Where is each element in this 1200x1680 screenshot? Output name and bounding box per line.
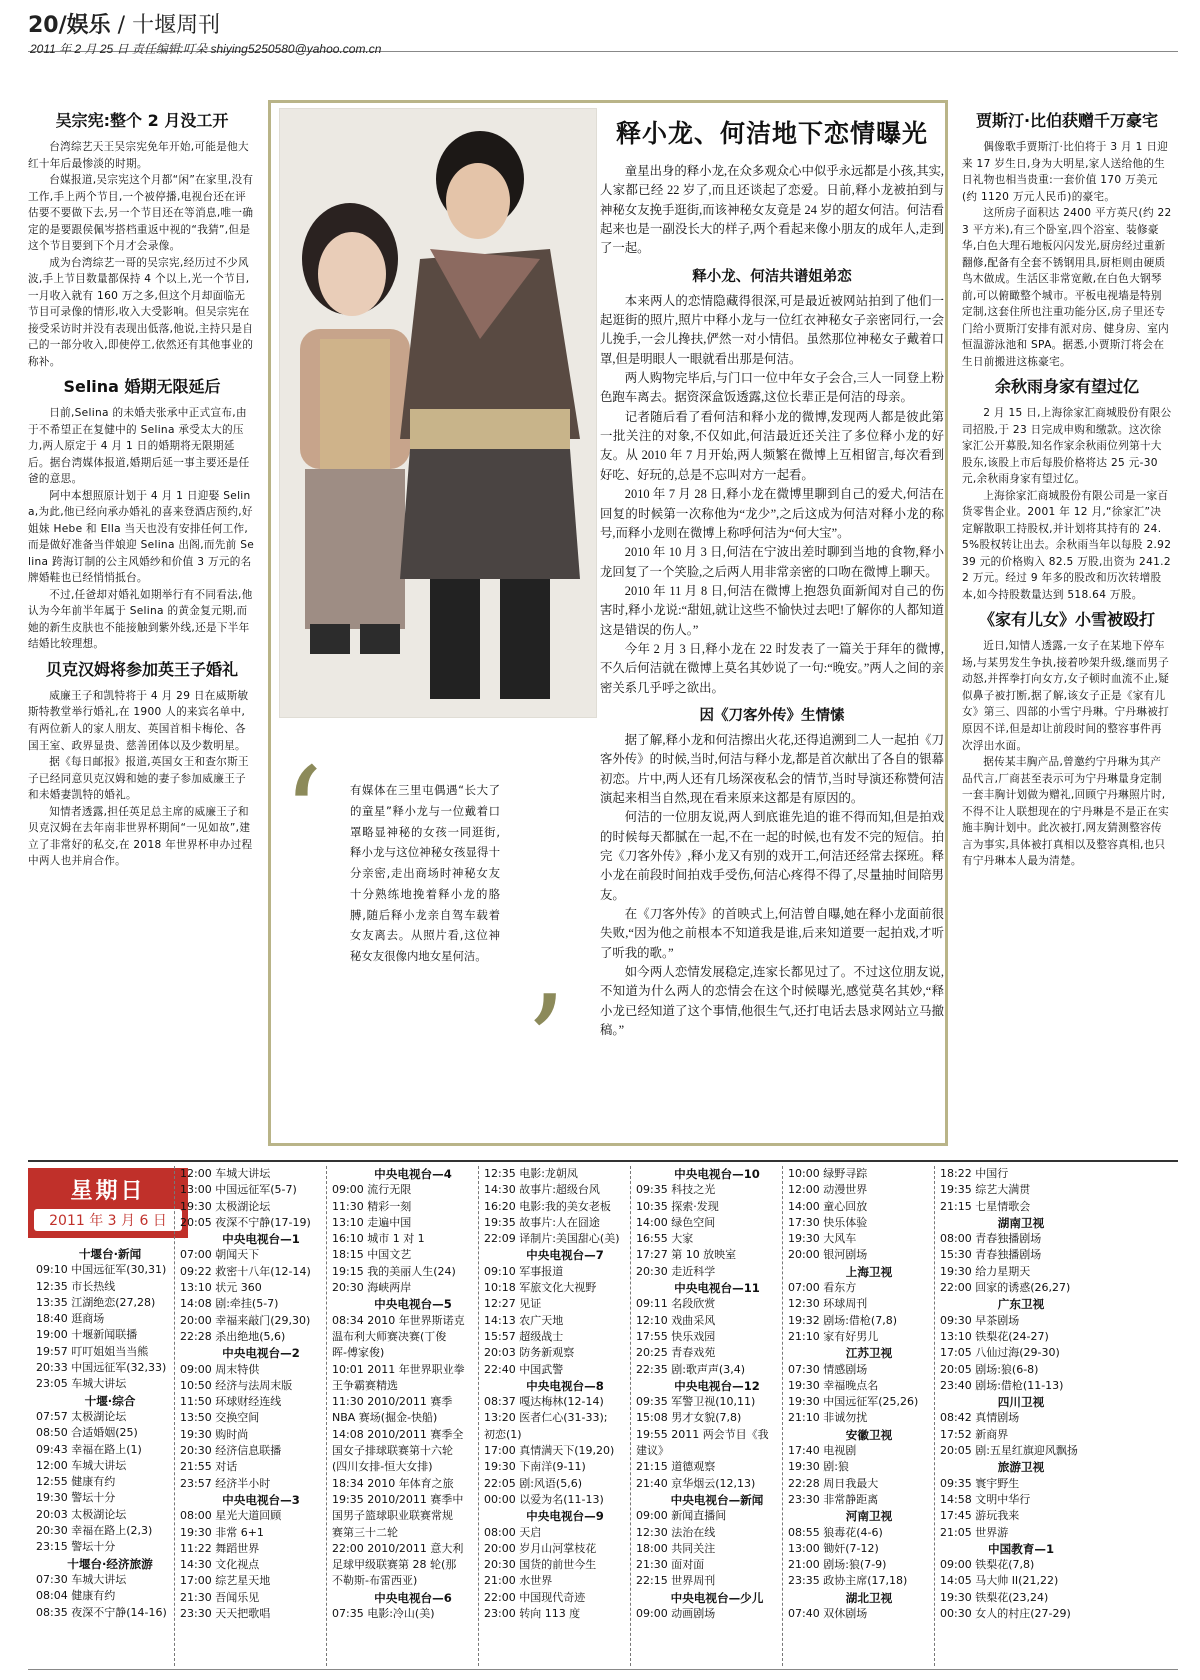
program-entry: 09:43 幸福在路上(1): [36, 1442, 142, 1456]
channel-name: 中央电视台—7: [526, 1248, 604, 1263]
program-entry: 14:05 马大帅 II(21,22): [940, 1574, 1059, 1588]
program-entry: 18:40 逛商场: [36, 1312, 105, 1326]
program-entry: 14:08 2010/2011 赛季全: [332, 1427, 464, 1441]
program-entry: 22:00 回家的诱惑(26,27): [940, 1281, 1071, 1295]
program-entry: 22:35 剧:歌声声(3,4): [636, 1362, 745, 1376]
program-entry: 22:09 译制片:美国甜心(美): [484, 1232, 620, 1246]
program-entry: 09:11 名段欣赏: [636, 1297, 716, 1311]
program-entry: 12:35 市长热线: [36, 1279, 116, 1293]
program-entry: 08:42 真情剧场: [940, 1411, 1020, 1425]
feature-lead: 童星出身的释小龙,在众多观众心中似乎永远都是小孩,其实,人家都已经 22 岁了,而且还谈起了恋爱。日前,释小龙被拍到与神秘女友挽手逛街,而该神秘女友竟是 24 岁的超女何洁。何洁看起来也是一副没长大的样子,两个看起来像小朋友的成年人,走到了一起。: [600, 164, 944, 256]
program-entry: 19:30 下南洋(9-11): [484, 1460, 586, 1474]
article-paragraph: 据传某丰胸产品,曾邀约宁丹琳为其产品代言,厂商甚至表示可为宁丹琳量身定制一套丰胸计划做为赠礼,回顾宁丹琳照片时,不得不让人联想现在的宁丹琳是不是正在实施丰胸计划中。此次被打,网友猜测整容传言为事实,具体被打真相以及整容真相,也只有宁丹琳本人最为清楚。: [962, 756, 1169, 868]
program-entry: 23:40 剧场:借枪(11-13): [940, 1378, 1064, 1392]
article-paragraph: 上海徐家汇商城股份有限公司是一家百货零售企业。2001 年 12 月,“徐家汇”决定解散职工持股权,并计划将其持有的 24.5%股权转让出去。余秋雨当年以每股 2.9239 元的价格购入 82.5 万股,出资为 241.22 万元。经过 9 年多的股改和历次转增股本,如今持股数量达到 518.64 万股。: [962, 489, 1172, 601]
program-entry: 21:00 剧场:狼(7-9): [788, 1558, 887, 1572]
program-entry: 07:30 情感剧场: [788, 1362, 868, 1376]
program-entry: 21:15 七星情歌会: [940, 1199, 1031, 1213]
channel-name: 中央电视台—11: [674, 1281, 760, 1296]
program-entry: 23:35 政协主席(17,18): [788, 1574, 908, 1588]
channel-name: 中央电视台—3: [222, 1492, 300, 1507]
weekday-label: 星期日: [70, 1179, 146, 1204]
program-entry: 晖-傅家俊): [332, 1346, 385, 1360]
program-entry: 19:35 综艺大满贯: [940, 1183, 1031, 1197]
program-entry: 15:08 男才女貌(7,8): [636, 1411, 742, 1425]
header-title: [28, 8, 220, 39]
program-entry: 17:05 八仙过海(29-30): [940, 1346, 1060, 1360]
article-paragraph: 据《每日邮报》报道,英国女王和查尔斯王子已经同意贝克汉姆和她的妻子参加威廉王子和未婚妻凯特的婚礼。: [28, 756, 249, 802]
program-entry: 09:35 寰宇野生: [940, 1476, 1020, 1490]
section-name: 娱乐: [66, 13, 111, 38]
program-entry: 21:05 世界游: [940, 1525, 1009, 1539]
feature-paragraph: 两人购物完毕后,与门口一位中年女子会合,三人一同登上粉色跑车离去。据资深盒饭透露,这位长辈正是何洁的母亲。: [600, 371, 944, 405]
program-entry: 21:40 京华烟云(12,13): [636, 1476, 756, 1490]
program-entry: 09:35 军警卫视(10,11): [636, 1395, 756, 1409]
channel-name: 中央电视台—1: [222, 1232, 300, 1247]
program-entry: 17:55 快乐戏园: [636, 1329, 716, 1343]
channel-name: 中央电视台—12: [674, 1378, 760, 1393]
program-entry: 足球甲级联赛第 28 轮(那: [332, 1558, 457, 1572]
feature-paragraph: 2010 年 10 月 3 日,何洁在宁波出差时聊到当地的食物,释小龙回复了一个笑脸,之后两人用非常亲密的口吻在微博上聊天。: [600, 545, 944, 579]
program-entry: 10:01 2011 年世界职业拳: [332, 1362, 465, 1376]
program-entry: 08:55 狼毒花(4-6): [788, 1525, 883, 1539]
program-entry: 20:30 海峡两岸: [332, 1281, 412, 1295]
article-title: Selina 婚期无限延后: [63, 377, 221, 397]
article-paragraph: 台湾综艺天王吴宗宪免年开始,可能是他大红十年后最惨淡的时期。: [28, 141, 249, 170]
program-entry: 12:30 法治在线: [636, 1525, 716, 1539]
column-divider: [782, 1166, 783, 1666]
program-entry: 19:30 中国远征军(25,26): [788, 1395, 919, 1409]
program-entry: 21:30 吾闻乐见: [180, 1590, 260, 1604]
program-entry: 国男子篮球职业联赛常规: [332, 1509, 453, 1523]
program-entry: 20:05 剧:五星红旗迎风飘扬: [940, 1444, 1078, 1458]
feature-paragraph: 据了解,释小龙和何洁擦出火花,还得追溯到二人一起拍《刀客外传》的时候,当时,何洁与释小龙,都是首次献出了各自的银幕初恋。片中,两人还有几场深夜私会的情节,当时导演还称赞何洁演起来相当自然,现在看来原来这都是有原因的。: [600, 732, 944, 805]
left-column: [28, 104, 256, 1150]
feature-paragraph: 2010 年 11 月 8 日,何洁在微博上抱怨负面新闻对自己的伤害时,释小龙说:“甜妞,就让这些不愉快过去吧!了解你的人都知道这是错误的伤人。”: [600, 583, 944, 637]
program-entry: 13:10 状元 360: [180, 1281, 262, 1295]
channel-name: 江苏卫视: [845, 1346, 893, 1361]
program-entry: 08:00 青春独播剧场: [940, 1232, 1042, 1246]
program-entry: 国女子排球联赛第十六轮: [332, 1444, 453, 1458]
program-entry: 23:30 天天把歌唱: [180, 1607, 271, 1621]
channel-name: 中央电视台—少儿: [670, 1590, 764, 1605]
channel-name: 旅游卫视: [997, 1460, 1045, 1475]
program-entry: 20:30 经济信息联播: [180, 1444, 282, 1458]
program-entry: 19:30 购时尚: [180, 1427, 249, 1441]
program-entry: 09:30 早茶剧场: [940, 1313, 1020, 1327]
program-entry: 20:00 银河剧场: [788, 1248, 868, 1262]
channel-name: 中央电视台—9: [526, 1509, 604, 1524]
program-entry: 20:00 幸福来敲门(29,30): [180, 1313, 311, 1327]
section-body: [600, 731, 944, 1041]
article-paragraph: 知情者透露,担任英足总主席的威廉王子和贝克汉姆在去年南非世界杯期间“一见如故”,建立了非常好的私交,在 2018 年世界杯申办过程中两人也并肩合作。: [28, 805, 253, 868]
program-entry: 10:35 探索·发现: [636, 1199, 719, 1213]
program-entry: 08:50 合适婚姻(25): [36, 1426, 138, 1440]
channel-name: 中央电视台—2: [222, 1346, 300, 1361]
program-entry: 19:32 剧场:借枪(7,8): [788, 1313, 897, 1327]
program-entry: 14:30 故事片:超级台风: [484, 1183, 600, 1197]
article-paragraph: 成为台湾综艺一哥的吴宗宪,经历过不少风波,手上节目数量都保持 4 个以上,光一个节目,一月收入就有 160 万之多,但这个月却面临无节目可录像的情形,收入大受影响。但吴宗宪在接受采访时并没有表现出低落,他说,主持只是自己的一部分收入,即使停工,依然还有其他事业的称补。: [28, 256, 254, 368]
page-header: [28, 6, 1178, 56]
feature-paragraph: 何洁的一位朋友说,两人到底谁先追的谁不得而知,但是拍戏的时候每天都腻在一起,不在一起的时候,也有发不完的短信。拍完《刀客外传》,释小龙又有别的戏开工,何洁还经常去探班。释小龙在前段时间拍戏手受伤,何洁心疼得不得了,尽量抽时间陪男友。: [600, 810, 944, 902]
byline: 2011 年 2 月 25 日 责任编辑:叮朵 shiying5250580@yahoo.com.cn: [30, 42, 382, 56]
feature-paragraph: 2010 年 7 月 28 日,释小龙在微博里聊到自己的爱犬,何洁在回复的时候第一次称他为“龙少”,之后这成为何洁对释小龙的称号,而释小龙则在微博上称呼何洁为“何大宝”。: [600, 487, 944, 540]
program-entry: 22:28 杀出绝地(5,6): [180, 1329, 286, 1343]
program-entry: 07:00 朝闻天下: [180, 1248, 260, 1262]
feature-paragraph: 如今两人恋情发展稳定,连家长都见过了。不过这位朋友说,不知道为什么两人的恋情会在这个时候曝光,感觉莫名其妙,“释小龙已经知道了这个事情,他很生气,还打电话去恳求网站立马撤稿。”: [600, 965, 944, 1038]
channel-name: 中国教育—1: [987, 1541, 1055, 1556]
tv-column: [180, 1166, 342, 1666]
channel-name: 广东卫视: [997, 1297, 1045, 1312]
program-entry: 16:20 电影:我的美女老板: [484, 1199, 611, 1213]
program-entry: 00:00 以爱为名(11-13): [484, 1492, 604, 1506]
channel-name: 湖南卫视: [997, 1215, 1045, 1230]
program-entry: 12:00 车城大讲坛: [36, 1458, 127, 1472]
program-entry: 21:15 道德观察: [636, 1460, 716, 1474]
program-entry: 20:00 岁月山河掌枝花: [484, 1541, 597, 1555]
program-entry: 19:55 2011 两会节目《我: [636, 1427, 769, 1441]
program-entry: 12:27 见证: [484, 1297, 542, 1311]
program-entry: 初恋(1): [484, 1427, 522, 1441]
program-entry: 08:34 2010 年世界斯诺克: [332, 1313, 465, 1327]
program-entry: 22:00 2010/2011 意大利: [332, 1541, 464, 1555]
paper-name: 十堰周刊: [132, 13, 221, 38]
article-title: 余秋雨身家有望过亿: [994, 377, 1139, 397]
couple-photo: [280, 109, 597, 718]
program-entry: 19:30 幸福晚点名: [788, 1378, 879, 1392]
channel-name: 十堰台·经济旅游: [67, 1556, 153, 1571]
channel-name: 中央电视台—4: [374, 1167, 452, 1181]
program-entry: 18:15 中国文艺: [332, 1248, 412, 1262]
section-heading: 因《刀客外传》生情愫: [699, 707, 845, 724]
program-entry: 21:10 家有好男儿: [788, 1329, 879, 1343]
section-heading: 释小龙、何洁共谱姐弟恋: [692, 268, 852, 285]
program-entry: 14:08 剧:牵挂(5-7): [180, 1297, 279, 1311]
channel-name: 中央电视台—新闻: [670, 1492, 764, 1507]
program-entry: 13:35 江湖绝恋(27,28): [36, 1295, 156, 1309]
program-entry: 22:05 剧:风语(5,6): [484, 1476, 582, 1490]
program-entry: 19:30 非常 6+1: [180, 1525, 264, 1539]
tv-column: [940, 1166, 1102, 1666]
program-entry: 14:13 农广天地: [484, 1313, 564, 1327]
program-entry: 12:30 环球周刊: [788, 1297, 868, 1311]
program-entry: 建议》: [636, 1444, 669, 1458]
program-entry: 09:10 军事报道: [484, 1264, 564, 1278]
channel-name: 河南卫视: [845, 1509, 893, 1524]
right-column: [962, 104, 1172, 1150]
program-entry: 19:15 我的美丽人生(24): [332, 1264, 456, 1278]
article-paragraph: 这所房子面积达 2400 平方英尺(约 223 平方米),有三个卧室,四个浴室、装修豪华,白色大理石地板闪闪发光,厨房经过重新翻修,配备有全套不锈钢用具,厨柜则由硬质鸟木做成。生活区非常宽敞,在白色大钢琴前,可以俯瞰整个城市。平板电视墙是特别定制,这套住所也注重功能分区,房子里还专门给小贾斯汀安排有派对房、健身房、室内恒温游泳池和 SPA。据悉,小贾斯汀将会在生日前搬进这栋豪宅。: [962, 207, 1172, 368]
program-entry: 07:40 双休剧场: [788, 1607, 868, 1621]
program-entry: 20:33 中国远征军(32,33): [36, 1361, 167, 1375]
program-entry: 20:30 走近科学: [636, 1264, 716, 1278]
program-entry: 08:00 天启: [484, 1525, 542, 1539]
program-entry: 14:30 文化视点: [180, 1558, 260, 1572]
program-entry: 13:10 走遍中国: [332, 1215, 412, 1229]
program-entry: 13:10 铁梨花(24-27): [940, 1329, 1049, 1343]
program-entry: 22:28 周日我最大: [788, 1476, 879, 1490]
program-entry: 19:30 警坛十分: [36, 1491, 116, 1505]
program-entry: 10:00 绿野寻踪: [788, 1167, 868, 1180]
program-entry: 19:35 2010/2011 赛季中: [332, 1492, 464, 1506]
column-divider: [630, 1166, 631, 1666]
program-entry: 09:00 动画剧场: [636, 1607, 716, 1621]
tv-column: [484, 1166, 646, 1666]
channel-name: 中央电视台—6: [374, 1590, 452, 1605]
feature-article: [600, 108, 944, 1142]
program-entry: 20:05 剧场:狼(6-8): [940, 1362, 1039, 1376]
article-paragraph: 偶像歌手贾斯汀·比伯将于 3 月 1 日迎来 17 岁生日,身为大明星,家人送给他的生日礼物也相当贵重:一套价值 170 万美元(约 1120 万元人民币)的豪宅。: [962, 141, 1169, 203]
program-entry: 10:50 经济与法周末版: [180, 1378, 293, 1392]
program-entry: 19:30 铁梨花(23,24): [940, 1590, 1049, 1604]
channel-name: 中央电视台—8: [526, 1378, 604, 1393]
program-entry: 19:30 太极湖论坛: [180, 1199, 271, 1213]
program-entry: 23:30 非常静距离: [788, 1492, 879, 1506]
article-paragraph: 台媒报道,吴宗宪这个月都“闲”在家里,没有工作,手上两个节目,一个被停播,电视台还在评估要不要做下去,另一个节目还在等消息,唯一确定的是要跟侯佩岑搭档重返中视的“我猜”,但是这个节目要到下个月才会录像。: [28, 174, 254, 253]
program-entry: 21:30 面对面: [636, 1558, 705, 1572]
column-divider: [934, 1166, 935, 1666]
article-title: 吴宗宪:整个 2 月没工开: [55, 111, 229, 130]
program-entry: 16:55 大家: [636, 1232, 694, 1246]
program-entry: 09:00 周末特供: [180, 1362, 260, 1376]
program-entry: 10:18 军旅文化大视野: [484, 1281, 597, 1295]
program-entry: 不勒斯-布雷西亚): [332, 1574, 418, 1588]
article-paragraph: 阿中本想照原计划于 4 月 1 日迎娶 Selina,为此,他已经向承办婚礼的喜来登酒店预约,好姐妹 Hebe 和 Ella 当天也没有安排任何工作,而是做好准备当伴娘迎 Selina 出阁,而先前 Selina 跨海订制的公主风婚纱和价值 3 万元的名牌婚鞋也已经悄悄抵台。: [28, 489, 255, 585]
program-entry: 16:10 城市 1 对 1: [332, 1232, 425, 1246]
program-entry: 15:57 超级战士: [484, 1329, 564, 1343]
channel-name: 安徽卫视: [845, 1427, 893, 1442]
program-entry: 22:00 中国现代奇迹: [484, 1590, 586, 1604]
program-entry: 19:35 故事片:人在囧途: [484, 1215, 600, 1229]
program-entry: 17:45 游玩我来: [940, 1509, 1020, 1523]
program-entry: 08:00 星光大道回顾: [180, 1509, 282, 1523]
program-entry: 18:34 2010 年体育之旅: [332, 1476, 454, 1490]
program-entry: 温布利大师赛决赛(丁俊: [332, 1329, 447, 1343]
program-entry: 王争霸赛精选: [332, 1378, 398, 1392]
day-badge: [28, 1168, 188, 1238]
program-entry: 17:30 快乐体验: [788, 1215, 868, 1229]
tv-column: [636, 1166, 798, 1666]
program-entry: 13:20 医者仁心(31-33);: [484, 1411, 608, 1425]
feature-title: 释小龙、何洁地下恋情曝光: [615, 119, 928, 148]
program-entry: 17:00 综艺星天地: [180, 1574, 271, 1588]
program-entry: 17:40 电视剧: [788, 1444, 857, 1458]
program-entry: 17:00 真情满天下(19,20): [484, 1444, 615, 1458]
program-entry: 23:57 经济半小时: [180, 1476, 271, 1490]
program-entry: 20:03 太极湖论坛: [36, 1507, 127, 1521]
program-entry: 18:22 中国行: [940, 1167, 1009, 1180]
program-entry: 12:35 电影:龙朝凤: [484, 1167, 578, 1180]
program-entry: 22:15 世界周刊: [636, 1574, 716, 1588]
program-entry: 20:30 国货的前世今生: [484, 1558, 597, 1572]
program-entry: 18:00 共同关注: [636, 1541, 716, 1555]
program-entry: 09:10 中国远征军(30,31): [36, 1263, 167, 1277]
article-title: 贝克汉姆将参加英王子婚礼: [45, 659, 238, 679]
date-label: 2011 年 3 月 6 日: [34, 1209, 182, 1231]
program-entry: 21:55 对话: [180, 1460, 238, 1474]
program-entry: 08:04 健康有约: [36, 1589, 116, 1603]
program-entry: 19:00 十堰新闻联播: [36, 1328, 138, 1342]
program-entry: 07:00 看东方: [788, 1281, 857, 1295]
column-divider: [174, 1166, 175, 1666]
program-entry: 23:00 转向 113 度: [484, 1607, 581, 1621]
program-entry: 12:00 车城大讲坛: [180, 1167, 271, 1180]
program-entry: 08:37 嘎达梅林(12-14): [484, 1395, 604, 1409]
program-entry: 11:30 2010/2011 赛季: [332, 1395, 453, 1409]
program-entry: 21:10 非诚勿扰: [788, 1411, 868, 1425]
program-entry: NBA 赛场(掘金-快船): [332, 1411, 438, 1425]
program-entry: 13:00 中国远征军(5-7): [180, 1183, 297, 1197]
program-entry: 14:58 文明中华行: [940, 1492, 1031, 1506]
program-entry: 19:57 叮叮姐姐当当熊: [36, 1344, 149, 1358]
channel-name: 湖北卫视: [845, 1590, 893, 1605]
program-entry: 20:25 青春戏苑: [636, 1346, 716, 1360]
program-entry: 08:35 夜深不宁静(14-16): [36, 1605, 167, 1619]
page-number: 20/: [28, 13, 67, 38]
photo-caption: 有媒体在三里屯偶遇“长大了的童星”释小龙与一位戴着口罩略显神秘的女孩一同逛街,释小龙与这位神秘女孩显得十分亲密,走出商场时神秘女友十分熟练地挽着释小龙的胳膊,随后释小龙亲自驾车载着女友离去。从照片看,这位神秘女友很像内地女星何洁。: [350, 783, 500, 963]
program-entry: 20:03 防务新观察: [484, 1346, 575, 1360]
program-entry: 14:00 绿色空间: [636, 1215, 716, 1229]
program-entry: 13:00 锄奸(7-12): [788, 1541, 879, 1555]
program-entry: (四川女排-恒大女排): [332, 1460, 433, 1474]
article-title: 贾斯汀·比伯获赠千万豪宅: [975, 111, 1159, 130]
program-entry: 13:50 交换空间: [180, 1411, 260, 1425]
program-entry: 09:00 铁梨花(7,8): [940, 1558, 1035, 1572]
program-entry: 12:10 戏曲采风: [636, 1313, 716, 1327]
channel-name: 中央电视台—5: [374, 1297, 452, 1312]
program-entry: 19:30 给力星期天: [940, 1264, 1031, 1278]
feature-paragraph: 本来两人的恋情隐藏得很深,可是最近被网站拍到了他们一起逛街的照片,照片中释小龙与一位红衣神秘女子亲密同行,一会儿挽手,一会儿搀扶,俨然一对小情侣。虽然那位神秘女子戴着口罩,但是明眼人一眼就看出那是何洁。: [600, 293, 944, 366]
program-entry: 12:55 健康有约: [36, 1475, 116, 1489]
title-separator: /: [110, 13, 133, 38]
program-entry: 22:40 中国武警: [484, 1362, 564, 1376]
feature-paragraph: 在《刀客外传》的首映式上,何洁曾自曝,她在释小龙面前很失败,“因为他之前根本不知道我是谁,后来知道要一起拍戏,才听了听我的歌。”: [600, 907, 944, 960]
program-entry: 17:52 新商界: [940, 1427, 1009, 1441]
program-entry: 17:27 第 10 放映室: [636, 1248, 737, 1262]
program-entry: 00:30 女人的村庄(27-29): [940, 1607, 1071, 1621]
program-entry: 07:35 电影:冷山(美): [332, 1607, 435, 1621]
program-entry: 11:30 精彩一刻: [332, 1199, 412, 1213]
open-quote-mark: ‘: [282, 739, 324, 891]
program-entry: 15:30 青春独播剧场: [940, 1248, 1042, 1262]
program-entry: 07:57 太极湖论坛: [36, 1409, 127, 1423]
channel-name: 中央电视台—10: [674, 1167, 760, 1181]
close-quote-mark: ’: [525, 967, 567, 1119]
program-entry: 赛第三十二轮: [332, 1525, 398, 1539]
program-entry: 23:05 车城大讲坛: [36, 1377, 127, 1391]
tv-column: [36, 1246, 184, 1666]
tv-column: [332, 1166, 494, 1666]
program-entry: 09:00 流行无限: [332, 1183, 412, 1197]
program-entry: 23:15 警坛十分: [36, 1540, 116, 1554]
program-entry: 12:00 动漫世界: [788, 1183, 868, 1197]
article-paragraph: 日前,Selina 的未婚夫张承中正式宣布,由于不希望正在复健中的 Selina 承受太大的压力,两人原定于 4 月 1 日的婚期将无限期延后。据台湾媒体报道,婚期后延一事主要还是任爸的意思。: [28, 407, 250, 486]
channel-name: 十堰台·新闻: [78, 1247, 142, 1261]
program-entry: 07:30 车城大讲坛: [36, 1572, 127, 1586]
feature-photo: [279, 108, 597, 718]
program-entry: 20:30 幸福在路上(2,3): [36, 1524, 153, 1538]
feature-paragraph: 记者随后看了看何洁和释小龙的微博,发现两人都是彼此第一批关注的对象,不仅如此,何洁最近还关注了多位释小龙的好友。从 2010 年 7 月开始,两人频繁在微博上互相留言,每次看到好吃、好玩的,总是不忘叫对方一起看。: [600, 409, 944, 482]
column-divider: [478, 1166, 479, 1666]
program-entry: 19:30 大风车: [788, 1232, 857, 1246]
channel-name: 上海卫视: [845, 1264, 893, 1279]
article-paragraph: 威廉王子和凯特将于 4 月 29 日在威斯敏斯特教堂举行婚礼,在 1900 人的来宾名单中,有两位新人的家人朋友、英国首相卡梅伦、各国王室、政界显贵、慈善团体以及少数明星。: [28, 689, 249, 752]
program-entry: 14:00 童心回放: [788, 1199, 868, 1213]
program-entry: 19:30 剧:狼: [788, 1460, 849, 1474]
channel-name: 四川卫视: [997, 1395, 1045, 1410]
article-title: 《家有儿女》小雪被殴打: [978, 610, 1155, 630]
column-divider: [326, 1166, 327, 1666]
section-body: [600, 292, 944, 698]
article-paragraph: 2 月 15 日,上海徐家汇商城股份有限公司招股,于 23 日完成申购和缴款。这次徐家汇公开募股,知名作家余秋雨位列第十大股东,该股上市后每股价格将达 25 元-30 元,余秋雨身家有望过亿。: [962, 407, 1172, 486]
channel-name: 十堰·综合: [84, 1393, 136, 1408]
program-entry: 09:00 新闻直播间: [636, 1509, 727, 1523]
tv-column: [788, 1166, 950, 1666]
feature-paragraph: 今年 2 月 3 日,释小龙在 22 时发表了一篇关于拜年的微博,不久后何洁就在微博上莫名其妙说了一句:“晚安。”两人之间的亲密关系几乎呼之欲出。: [600, 641, 944, 695]
tv-listings: [28, 1160, 1178, 1670]
program-entry: 20:05 夜深不宁静(17-19): [180, 1215, 311, 1229]
program-entry: 09:22 救密十八年(12-14): [180, 1264, 311, 1278]
program-entry: 21:00 水世界: [484, 1574, 553, 1588]
program-entry: 09:35 科技之光: [636, 1183, 716, 1197]
program-entry: 11:22 舞蹈世界: [180, 1541, 260, 1555]
program-entry: 11:50 环球财经连线: [180, 1395, 282, 1409]
article-paragraph: 不过,任爸却对婚礼如期举行有不同看法,他认为今年前半年属于 Selina 的黄金复元期,而她的新生皮肤也不能接触到紫外线,还是下半年结婚比较理想。: [28, 588, 253, 651]
article-paragraph: 近日,知情人透露,一女子在某地下停车场,与某男发生争执,接着吵架升级,继而男子动怒,并挥拳打向女方,女子顿时血流不止,疑似鼻子被打断,据了解,该女子正是《家有儿女》第三、四部的小雪宁丹琳。宁丹琳被打原因不详,但是却让前段时间的整容事件再次浮出水面。: [962, 640, 1170, 752]
